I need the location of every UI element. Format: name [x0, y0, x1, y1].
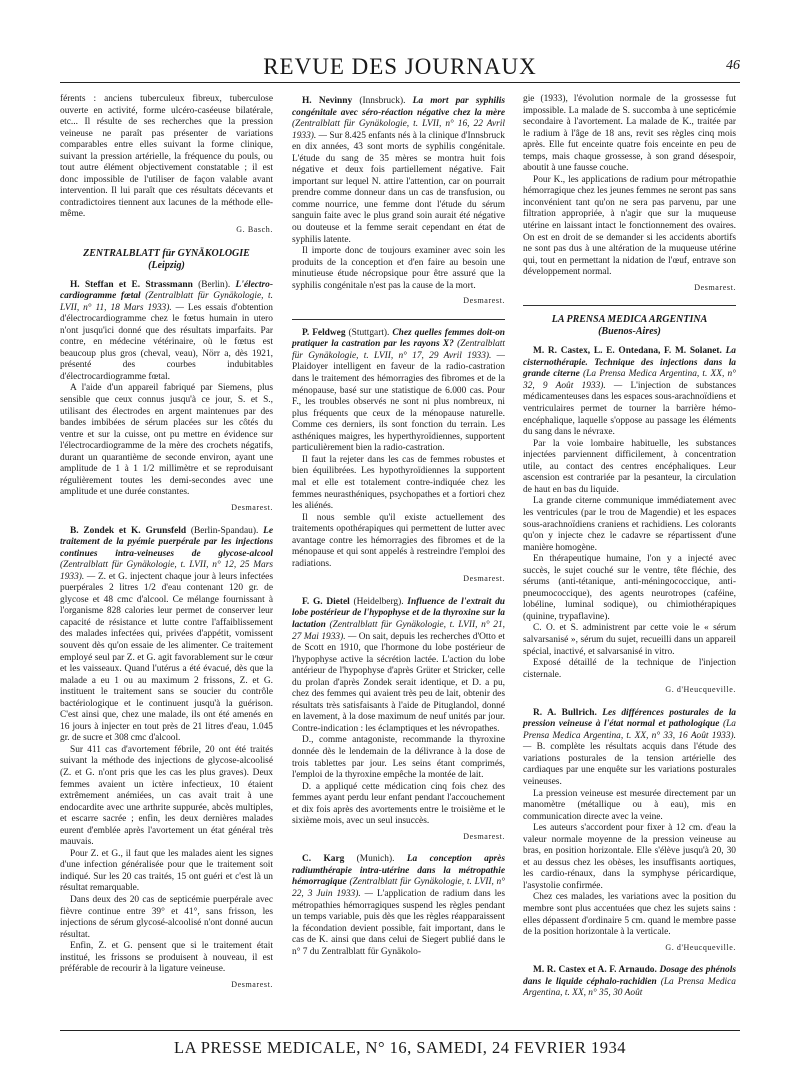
paragraph: C. O. et S. administrent par cette voie le « sérum salvarsanisé », sérum du sujet, recueilli dans un appareil spécial, inactivé, et salvarsanisé in vitro. — [523, 623, 736, 657]
article-nevinny — [292, 96, 505, 307]
article-place: (Munich). — [344, 854, 407, 865]
signature: G. d'Heucqueville. — [665, 942, 736, 952]
article-title: Influence de l'extrait du lobe postérieur de l'hypophyse et de la thyroxine sur la lactation — [292, 596, 505, 630]
article-steffan-strassmann — [60, 280, 273, 514]
article-source: (Zentralblatt für Gynäkologie, t. LVII, n° 17, 29 Avril 1933). — — [292, 339, 505, 361]
article-authors: M. R. Castex, L. E. Ontedana, F. M. Solanet. — [533, 346, 722, 357]
paragraph: La pression veineuse est mesurée directement par un manomètre (métallique ou à eau), mis en communication directe avec la veine. — [523, 788, 736, 822]
article-title: L'électro-cardiogramme fœtal — [60, 279, 273, 302]
article-title: Dosage des phénols dans le liquide céphalo-rachidien — [523, 965, 736, 987]
paragraph: Pour Z. et G., il faut que les malades aient les signes d'une infection généralisée pour que le traitement soit indiqué. Sur les 20 cas traités, 15 ont guéri et c'est là un résultat remarquable. — [60, 848, 273, 894]
paragraph: B. complète les résultats acquis dans l'étude des variations posturales de la tension artérielle des cardiaques par une enquête sur les variations posturales veineuses. — [523, 742, 736, 787]
article-source: (Zentralblatt für Gynäkologie, t. LVII, n° 16, 22 Avril 1933). — — [292, 119, 505, 141]
article-header — [523, 346, 736, 438]
signature: G. Basch. — [236, 225, 273, 235]
article-place: (Stuttgart). — [345, 327, 393, 338]
column-3 — [523, 94, 736, 1000]
article-header — [292, 597, 505, 736]
signature: Desmarest. — [463, 296, 505, 306]
article-feldweg — [292, 328, 505, 585]
article-header — [60, 526, 273, 745]
article-header — [523, 965, 736, 1000]
paragraph: Enfin, Z. et G. pensent que si le traitement était institué, les frissons se produisent à nouveau, il est préférable de recourir à la ligature veineuse. — [60, 941, 273, 975]
article-header — [292, 328, 505, 455]
article-title: La cisternothérapie. Technique des injections dans la grande citerne — [523, 346, 736, 380]
column-2 — [292, 94, 505, 958]
article-karg — [292, 854, 505, 958]
article-separator — [292, 319, 505, 320]
paragraph: Sur 8.425 enfants nés à la clinique d'Innsbruck en dix années, 43 sont morts de syphilis congénitale. L'étude du sang de 35 mères se montra huit fois négative et deux fois partiellement négative. Fait important sur lequel N. attire l'attention, car on pourrait prendre comme donneur dans un cas de transfusion, ou comme nourrice, une femme dont l'étude du sérum sanguin faite avec le plus grand soin aurait été négative ou douteuse et la femme serait cependant en état de syphilis latente. — [292, 130, 505, 245]
paragraph: férents : anciens tuberculeux fibreux, tuberculose ouverte en activité, forme ulcéro-caséeuse bilatérale, etc... Il résulte de ses recherches que la pression veineuse ne paraît pas présenter de variations comparables entre elles suivant la forme clinique, suivant la pression artérielle, la fréquence du pouls, ou tout autre élément objectivement constatable ; il est donc impossible de l'utiliser de façon valable avant intervention. Il lui paraît que ces résultats décevants et contradictoires tiennent aux lacunes de la méthode elle-même. — [60, 94, 273, 220]
paragraph: Il faut la rejeter dans les cas de femmes robustes et bien équilibrées. Les hypothyroïdiennes la supportent mal et elle est totalement contre-indiquée chez les femmes neurasthéniques, psychopathes et a fortiori chez les aliénés. — [292, 454, 505, 512]
paragraph: En thérapeutique humaine, l'on y a injecté avec succès, le sujet couché sur le ventre, tête fléchie, des sérums (anti-tétanique, anti-méningococcique, anti-pneumococcique), des agents neurotropes (caféine, lobéline, luminal sodique), ou chimiothérapiques (quinine, trypaflavine). — [523, 554, 736, 622]
page-header — [60, 52, 740, 83]
article-zondek-grunsfeld — [60, 526, 273, 991]
article-authors: M. R. Castex et A. F. Arnaudo. — [533, 965, 657, 976]
article-authors: R. A. Bullrich. — [533, 707, 597, 718]
paragraph: Pour K., les applications de radium pour métropathie hémorragique chez les jeunes femmes ne seront pas sans inconvénient tant qu'on ne sera pas parvenu, par une filtration appropriée, à n'agir que sur la muqueuse utérine en laissant intact le fonctionnement des ovaires. On est en droit de se demander si les accidents abortifs ne sont pas dus à une altération de la muqueuse utérine qui, tout en permettant la nidation de l'œuf, entrave son développement normal. — [523, 174, 736, 278]
signature: Desmarest. — [231, 979, 273, 989]
signature: Desmarest. — [463, 574, 505, 584]
paragraph: L'injection de substances médicamenteuses dans les espaces sous-arachnoïdiens et ventriculaires permet de tourner la barrière hémo-encéphalique, laquelle s'oppose au passage les éléments du sang dans le névraxe. — [523, 380, 736, 438]
paragraph: Il nous semble qu'il existe actuellement des traitements opothérapiques qui permettent de lutter avec avantage contre les hémorragies des fibromes et de la ménopause et qui sont appelés à restreindre l'emploi des radiations. — [292, 512, 505, 569]
paragraph: Z. et G. injectent chaque jour à leurs infectées puerpérales 2 litres 1/2 d'eau contenant 120 gr. de glycose et 48 cmc d'alcool. Ce mélange fournissant à l'organisme 828 calories leur permet de conserver leur capacité de résistance et lutte contre l'affaiblissement des malades infectées qui, privées d'appétit, vomissent souvent dès qu'on essaie de les alimenter. Ce traitement employé seul par Z. et G. agit favorablement sur le cœur et les vaisseaux. Quand l'utérus a été évacué, dès que la malade a eu 1 ou au maximum 2 frissons, Z. et G. instituent le traitement sans se soucier du contrôle bactériologique et le continuent jusqu'à la guérison. C'est ainsi que, chez une malade, ils ont été amenés en 16 jours à injecter en tout près de 21 litres d'eau, 1.045 gr. de sucre et 308 cmc d'alcool. — [60, 571, 273, 744]
signature: Desmarest. — [694, 282, 736, 292]
article-title: Les différences posturales de la pression veineuse à l'état normal et pathologique — [523, 707, 736, 730]
page-footer: LA PRESSE MEDICALE, N° 16, SAMEDI, 24 FEVRIER 1934 — [60, 1030, 740, 1058]
paragraph: D., comme antagoniste, recommande la thyroxine donnée dès le lendemain de la délivrance à la dose de trois tablettes par jour. Les seins étant comprimés, l'emploi de la thyroxine empêche la montée de lait. — [292, 735, 505, 781]
paragraph: Sur 411 cas d'avortement fébrile, 20 ont été traités suivant la méthode des injections de glycose-alcoolisé (Z. et G. n'ont pris que les cas les plus graves). Deux femmes avaient un ictère infectieux, 10 étaient extrêmement anémiées, un cas avait trait à une endocardite avec une arthrite suppurée, abcès multiples, et escarre sacrée ; enfin, les deux dernières malades eurent d'emblée après l'avortement un état général très mauvais. — [60, 744, 273, 848]
article-title: La conception après radiumthérapie intra-utérine dans la métropathie hémorragique — [292, 854, 505, 888]
article-authors: C. Karg — [302, 854, 345, 865]
article-title: Chez quelles femmes doit-on pratiquer la castration par les rayons X? — [292, 327, 505, 350]
article-place: (Berlin). — [192, 279, 236, 290]
article-dietel — [292, 597, 505, 842]
article-authors: F. G. Dietel — [302, 596, 350, 607]
paragraph: On sait, depuis les recherches d'Otto et de Scott en 1910, que l'hormone du lobe postérieur de l'hypophyse active la sécrétion lactée. L'action du lobe antérieur de l'hypophyse d'après Grüter et Stricker, celle du prolan d'après Zondek serait identique, et D. a pu, chez des femmes qui avaient très peu de lait, obtenir des résultats très satisfaisants à l'aide de Pituglandol, donné en lavement, à la dose maximum de neuf unités par jour. Contre-indication : les éclamptiques et les névropathes. — [292, 631, 505, 734]
paragraph: Il importe donc de toujours examiner avec soin les produits de la conception et d'en faire au besoin une minutieuse étude nécropsique pour être assuré que la syphilis congénitale n'est pas la cause de la mort. — [292, 246, 505, 291]
signature: G. d'Heucqueville. — [665, 685, 736, 695]
article-header — [523, 708, 736, 789]
article-place: (Heidelberg). — [349, 596, 408, 607]
paragraph: gie (1933), l'évolution normale de la grossesse fut impossible. La malade de S. succomba à une septicémie secondaire à l'avortement. La malade de K., traitée par le radium à l'âge de 18 ans, revit ses règles cinq mois après. Elle fut enceinte quatre fois enceinte en peu de temps, mais chaque grossesse, à son grand désespoir, aboutit à une fausse couche. — [523, 94, 736, 174]
article-source: (Zentralblatt für Gynäkologie, t. LVII, n° 21, 27 Mai 1933). — — [292, 619, 505, 642]
paragraph: Les essais d'obtention d'électrocardiogramme chez le fœtus humain in utero n'ont jusqu'ici donné que des résultats imparfaits. Par contre, en médecine vétérinaire, où le fœtus est beaucoup plus gros (cheval, veau), Nörr a, dès 1921, présenté des courbes indubitables d'électrocardiogramme fœtal. — [60, 302, 273, 382]
paragraph: Chez ces malades, les variations avec la position du membre sont plus accentuées que chez les sujets sains : elles dépassent d'ordinaire 5 cm. quand le membre passe de la position horizontale à la verticale. — [523, 892, 736, 938]
section-title: ZENTRALBLATT für GYNÄKOLOGIE — [83, 247, 250, 259]
column-1 — [60, 94, 273, 1002]
article-header — [60, 280, 273, 384]
article-source: (Zentralblatt für Gynäkologie, t. LVII, n° 22, 3 Juin 1933). — — [292, 877, 505, 899]
section-subtitle: (Buenos-Aires) — [598, 326, 661, 338]
article-title: Le traitement de la pyémie puerpérale par les injections continues intra-veineuses de glycose-alcool — [60, 525, 273, 559]
article-authors: B. Zondek et K. Grunsfeld — [70, 525, 187, 536]
section-separator — [523, 305, 736, 306]
article-place: (Berlin-Spandau). — [186, 525, 264, 536]
article-title: La mort par syphilis congénitale avec séro-réaction négative chez la mère — [292, 96, 505, 118]
article-castex-cisternotherapie — [523, 346, 736, 695]
article-source: (Zentralblatt für Gynäkologie, t. LVII, n° 11, 18 Mars 1933). — — [60, 291, 273, 313]
paragraph: Par la voie lombaire habituelle, les substances injectées parviennent difficilement, à concentration utile, au contact des centres encéphaliques. Leur ascension est contrariée par la pesanteur, la circulation de haut en bas du liquide. — [523, 438, 736, 495]
article-bullrich — [523, 708, 736, 953]
paragraph: La grande citerne communique immédiatement avec les ventricules (par le trou de Magendie) et les espaces sous-arachnoïdiens craniens et rachidiens. Les colorants qu'on y injecte chez le cadavre se répartissent d'une manière homogène. — [523, 496, 736, 553]
section-title: LA PRENSA MEDICA ARGENTINA — [551, 314, 708, 326]
section-subtitle: (Leipzig) — [148, 259, 185, 271]
article-authors: H. Steffan et E. Strassmann — [70, 279, 193, 290]
article-header — [292, 96, 505, 246]
paragraph: Dans deux des 20 cas de septicémie puerpérale avec fièvre continue entre 39° et 41°, sans frisson, les injections de sérum glycosé-alcoolisé n'ont donné aucun résultat. — [60, 895, 273, 940]
signature: Desmarest. — [231, 502, 273, 512]
paragraph: D. a appliqué cette médication cinq fois chez des femmes ayant perdu leur enfant pendant l'accouchement et dix fois après des avortements entre le troisième et le sixième mois, avec un seul insuccès. — [292, 781, 505, 827]
paragraph: Plaidoyer intelligent en faveur de la radio-castration dans le traitement des hémorragies des fibromes et de la ménopause, basé sur une statistique de 6.000 cas. Pour F., les troubles observés ne sont ni plus nombreux, ni plus fréquents que ceux de la ménopause naturelle. Comme ces derniers, ils sont fonction du terrain. Les asthéniques maigres, les hyperthyroïdiennes, supportent particulièrement bien la radio-castration. — [292, 362, 505, 454]
article-header — [292, 854, 505, 958]
paragraph: L'application de radium dans les métropathies hémorragiques suspend les règles pendant un temps variable, puis dès que les règles réapparaissent la fécondation devient possible, fait important, dans le cas de K. ainsi que dans celui de Siegert publié dans le n° 7 du Zentralblatt für Gynäkolo- — [292, 889, 505, 957]
paragraph: Exposé détaillé de la technique de l'injection cisternale. — [523, 658, 736, 680]
article-source: (La Prensa Medica Argentina, t. XX, n° 32, 9 Août 1933). — — [523, 369, 736, 391]
article-source: (La Prensa Medica Argentina, t. XX, n° 33, 16 Août 1933). — — [523, 719, 736, 753]
article-castex-arnaudo — [523, 965, 736, 1000]
paragraph: Les auteurs s'accordent pour fixer à 12 cm. d'eau la valeur normale moyenne de la pression veineuse au bras, en position horizontale. Elle s'élève jusqu'à 20, 30 et au dessus chez les obèses, les insuffisants aortiques, les cardio-rénaux, dans la symphyse péricardique, l'asystolie confirmée. — [523, 823, 736, 891]
journal-title: REVUE DES JOURNAUX — [263, 54, 537, 79]
page-number: 46 — [726, 58, 740, 73]
article-source: (La Prensa Medica Argentina, t. XX, n° 35, 30 Août — [523, 976, 736, 999]
paragraph: A l'aide d'un appareil fabriqué par Siemens, plus sensible que ceux connus jusqu'à ce jour, S. et S., utilisant des électrodes en argent maintenues par des bandes imbibées de sérum placées sur les côtés du ventre et sur la cuisse, ont pu mettre en évidence sur l'électrocardiogramme de la mère des crochets négatifs, durant un quarantième de seconde environ, ayant une amplitude de 1 à 1 1/2 millimètre et se reproduisant régulièrement toutes les demi-secondes avec une amplitude et une durée constantes. — [60, 383, 273, 498]
article-source: (Zentralblatt für Gynäkologie, t. LVII, n° 12, 25 Mars 1933). — — [60, 560, 273, 582]
article-authors: H. Nevinny — [302, 96, 353, 106]
article-place: (Innsbruck). — [352, 96, 413, 106]
article-authors: P. Feldweg — [302, 327, 346, 338]
signature: Desmarest. — [463, 831, 505, 841]
